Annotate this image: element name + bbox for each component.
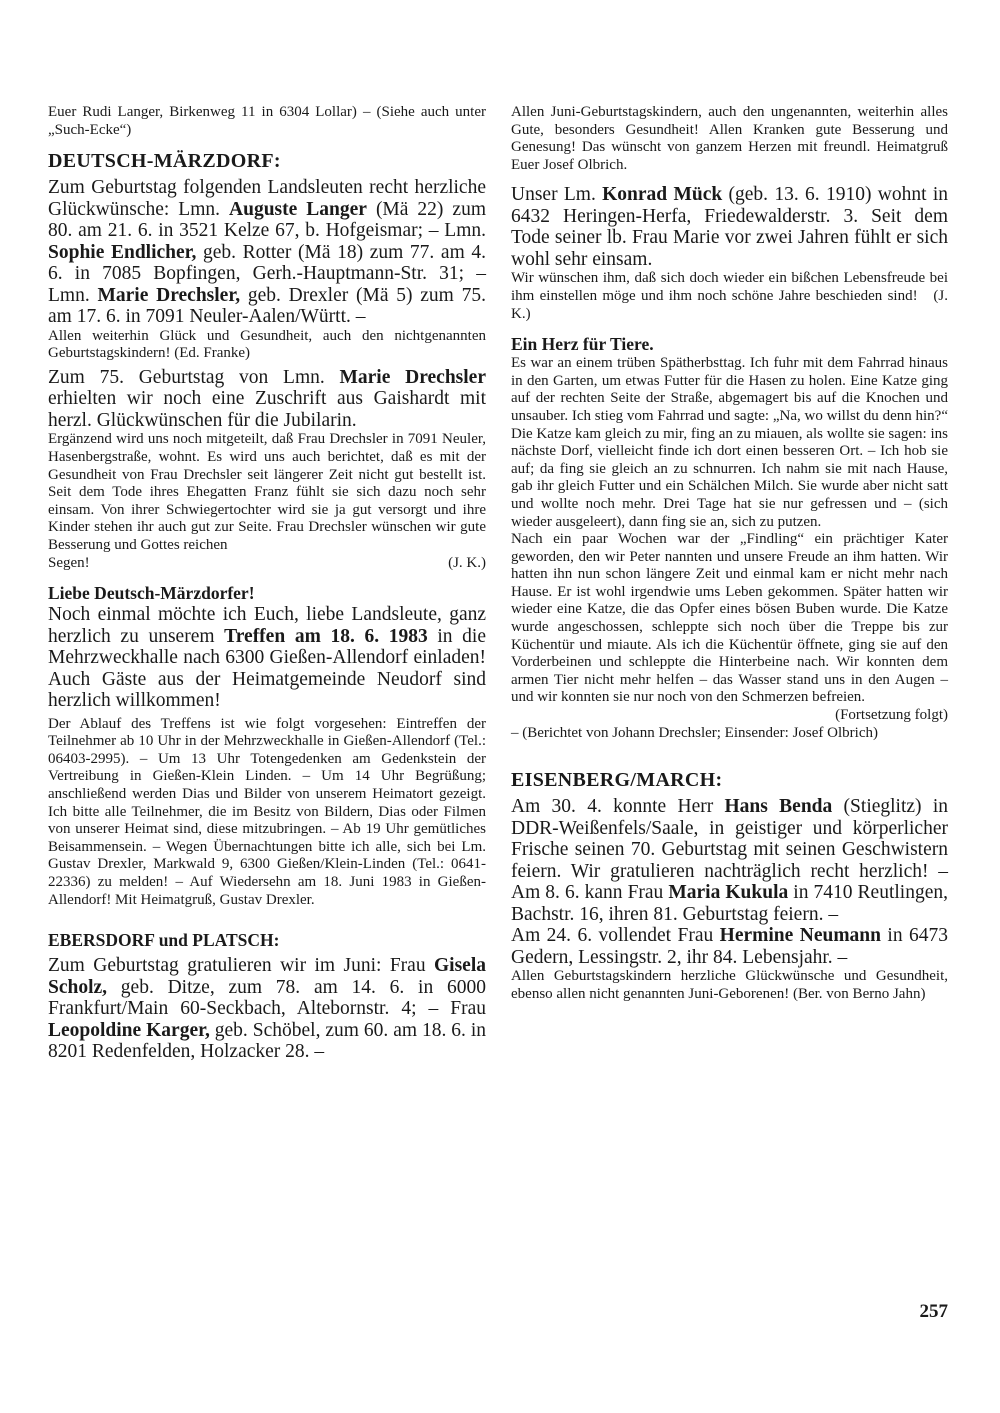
- neumann-paragraph: Am 24. 6. vollendet Frau Hermine Neumann in 6473 Gedern, Lessingstr. 2, ihr 84. Lebensjahr. –: [511, 925, 949, 968]
- name-hans-benda: Hans Benda: [724, 796, 833, 818]
- wishes-paragraph: Allen weiterhin Glück und Gesundheit, auch den nichtgenannten Geburtstagskindern! (Ed. Franke): [48, 327, 486, 362]
- meeting-schedule-paragraph: Der Ablauf des Treffens ist wie folgt vorgesehen: Eintreffen der Teilnehmer ab 10 Uhr in der Mehrzweckhalle in Gießen-Allendorf (Tel.: 06403-2995). – Um 13 Uhr Totengedenken am Gedenkstein der Vertreibung in Gießen-Klein Linden. – Um 14 Uhr Begrüßung; anschließend werden Dias und Bilder von unserem Heimatort gezeigt. Ich bitte alle Teilnehmer, die im Besitz von Bildern, Dias oder Filmen von unserer Heimat sind, diese mitzubringen. – Ab 19 Uhr gemütliches Beisammensein. – Wegen Übernachtungen bitte ich alle, sich bei Lm. Gustav Drexler, Markwald 9, 6300 Gießen/Klein-Linden (Tel.: 0641-22336) zu melden! – Auf Wiedersehn am 18. Juni 1983 in Gießen-Allendorf! Mit Heimatgruß, Gustav Drexler.: [48, 715, 486, 908]
- eisenberg-wishes-paragraph: Allen Geburtstagskindern herzliche Glückwünsche und Gesundheit, ebenso allen nicht genannten Juni-Geborenen! (Ber. von Berno Jahn): [511, 968, 948, 1002]
- birthday-list-paragraph: Zum Geburtstag folgenden Landsleuten recht herzliche Glückwünsche: Lmn. Auguste Langer (Mä 22) zum 80. am 21. 6. in 3521 Kelze 67, b. Hofgeismar; – Lmn. Sophie Endlicher, geb. Rotter (Mä 18) zum 77. am 4. 6. in 7085 Bopfingen, Gerh.-Hauptmann-Str. 31; – Lmn. Marie Drechsler, geb. Drexler (Mä 5) zum 75. am 17. 6. in 7091 Neuler-Aalen/Württ. –: [48, 177, 486, 328]
- heading-ebersdorf-platsch: EBERSDORF und PLATSCH:: [48, 930, 280, 951]
- heading-liebe-deutsch-maerzdorfer: Liebe Deutsch-Märzdorfer!: [48, 583, 255, 604]
- heading-herz-fuer-tiere: Ein Herz für Tiere.: [511, 334, 654, 355]
- right-column: [511, 104, 948, 1003]
- heading-eisenberg-march: EISENBERG/MARCH:: [511, 769, 723, 792]
- story-credit: – (Berichtet von Johann Drechsler; Einsender: Josef Olbrich): [511, 724, 878, 741]
- june-wishes-paragraph: Allen Juni-Geburtstagskindern, auch den ungenannten, weiterhin alles Gute, besonders Gesundheit! Allen Kranken gute Besserung und Genesung! Das wünscht von ganzem Herzen mit freundl. Heimatgruß Euer Josef Olbrich.: [511, 104, 948, 173]
- name-maria-kukula: Maria Kukula: [668, 882, 789, 904]
- page-number: 257: [919, 1301, 948, 1322]
- intro-text: Euer Rudi Langer, Birkenweg 11 in 6304 Lollar) – (Siehe auch unter „Such-Ecke“): [48, 104, 486, 138]
- ebersdorf-birthdays-paragraph: Zum Geburtstag gratulieren wir im Juni: Frau Gisela Scholz, geb. Ditze, zum 78. am 14. 6. in 6000 Frankfurt/Main 60-Seckbach, Altebornstr. 4; – Frau Leopoldine Karger, geb. Schöbel, zum 60. am 18. 6. in 8201 Redenfelden, Holzacker 28. –: [48, 955, 486, 1063]
- signature-line: Segen! (J. K.): [48, 554, 486, 571]
- meeting-date: Treffen am 18. 6. 1983: [224, 625, 428, 647]
- meeting-invite-paragraph: Noch einmal möchte ich Euch, liebe Landsleute, ganz herzlich zu unserem Treffen am 18. 6. 1983 in die Mehrzweckhalle nach 6300 Gießen-Allendorf einladen! Auch Gäste aus der Heimatgemeinde Neudorf sind herzlich willkommen!: [48, 604, 486, 712]
- name-sophie-endlicher: Sophie Endlicher,: [48, 241, 197, 263]
- cat-story-part-1: Es war an einem trüben Spätherbsttag. Ich fuhr mit dem Fahrrad hinaus in den Garten, um etwas Futter für die Hasen zu holen. Eine Katze ging auf der rechten Seite der Straße, abgemagert bis auf die Knochen und unsauber. Ich stieg vom Fahrrad und sagte: „Na, wo willst du denn hin?“ Die Katze kam gleich zu mir, fing an zu miauen, als wollte sie sagen: ins nächste Dorf, vielleicht finde ich dort einen besseren Ort. – Ich hob sie auf; da fing sie gleich an zu schnurren. Ich nahm sie mit nach Hause, gab ihr gleich Futter und ein Schälchen Milch. Sie wurde aber nicht satt und wollte noch mehr. Drei Tage hat sie nur gefressen und – (sich wieder ausgeleert), dann fing sie an, sich zu putzen.: [511, 355, 948, 530]
- name-auguste-langer: Auguste Langer: [229, 198, 367, 220]
- mueck-wishes-paragraph: Wir wünschen ihm, daß sich doch wieder ein bißchen Lebensfreude bei ihm einstellen möge und ihm noch schöne Jahre beschieden sind! (J. K.): [511, 270, 949, 322]
- supplement-paragraph: Ergänzend wird uns noch mitgeteilt, daß Frau Drechsler in 7091 Neuler, Hasenbergstraße, wohnt. Es wird uns auch berichtet, daß es mit der Gesundheit von Frau Drechsler seit längerer Zeit nicht gut bestellt ist. Seit dem Tode ihres Ehegatten Franz fühlt sie sich dazu noch sehr einsam. Von ihrer Schwiegertochter wird sie ja gut versorgt und ihre Kinder stehen ihr auch gut zur Seite. Frau Drechsler wünschen wir gute Besserung und Gottes reichen: [48, 431, 486, 553]
- name-gisela-scholz: Gisela Scholz,: [48, 955, 486, 998]
- continuation-note: (Fortsetzung folgt): [835, 707, 948, 724]
- left-column: [48, 104, 486, 1063]
- signature-jk: (J. K.): [448, 554, 486, 571]
- heading-deutsch-maerzdorf: DEUTSCH-MÄRZDORF:: [48, 150, 281, 173]
- signature-jk-2: (J. K.): [511, 287, 949, 322]
- name-konrad-mueck: Konrad Mück: [602, 184, 723, 206]
- name-leopoldine-karger: Leopoldine Karger,: [48, 1019, 210, 1041]
- eisenberg-birthdays-paragraph: Am 30. 4. konnte Herr Hans Benda (Stieglitz) in DDR-Weißenfels/Saale, in geistiger und körperlicher Frische seinen 70. Geburtstag mit seinen Geschwistern feiern. Wir gratulieren nachträglich recht herzlich! – Am 8. 6. kann Frau Maria Kukula in 7410 Reutlingen, Bachstr. 16, ihren 81. Geburtstag feiern. –: [511, 796, 948, 925]
- name-marie-drechsler: Marie Drechsler,: [97, 284, 241, 306]
- name-marie-drechsler-2: Marie Drechsler: [339, 366, 486, 388]
- mueck-paragraph: Unser Lm. Konrad Mück (geb. 13. 6. 1910) wohnt in 6432 Heringen-Herfa, Friedewalderstr. 3. Seit dem Tode seiner lb. Frau Marie vor zwei Jahren fühlt er sich wohl sehr einsam.: [511, 184, 948, 270]
- name-hermine-neumann: Hermine Neumann: [719, 925, 881, 947]
- cat-story-part-2: Nach ein paar Wochen war der „Findling“ ein prächtiger Kater geworden, den wir Peter nannten und unsere Freude an ihm hatten. Wir hatten ihn nun schon längere Zeit und einmal kam er nicht mehr nach Hause. Er ist wohl irgendwie ums Leben gekommen. Später hatten wir wieder eine Katze, die das Opfer eines bösen Buben wurde. Die Katze wurde angeschossen, schleppte sich noch über die Treppe bis zur Küchentür und miaute. Als ich die Küchentür öffnete, ging sie auf den Vorderbeinen und schleppte die Hinterbeine nach. Wir konnten dem armen Tier nicht mehr helfen – das Wasser stand uns in den Augen – und wir konnten sie nur noch von den Schmerzen befreien.: [511, 531, 948, 706]
- drechsler-75-paragraph: Zum 75. Geburtstag von Lmn. Marie Drechsler erhielten wir noch eine Zuschrift aus Gaishardt mit herzl. Glückwünschen für die Jubilarin.: [48, 366, 486, 431]
